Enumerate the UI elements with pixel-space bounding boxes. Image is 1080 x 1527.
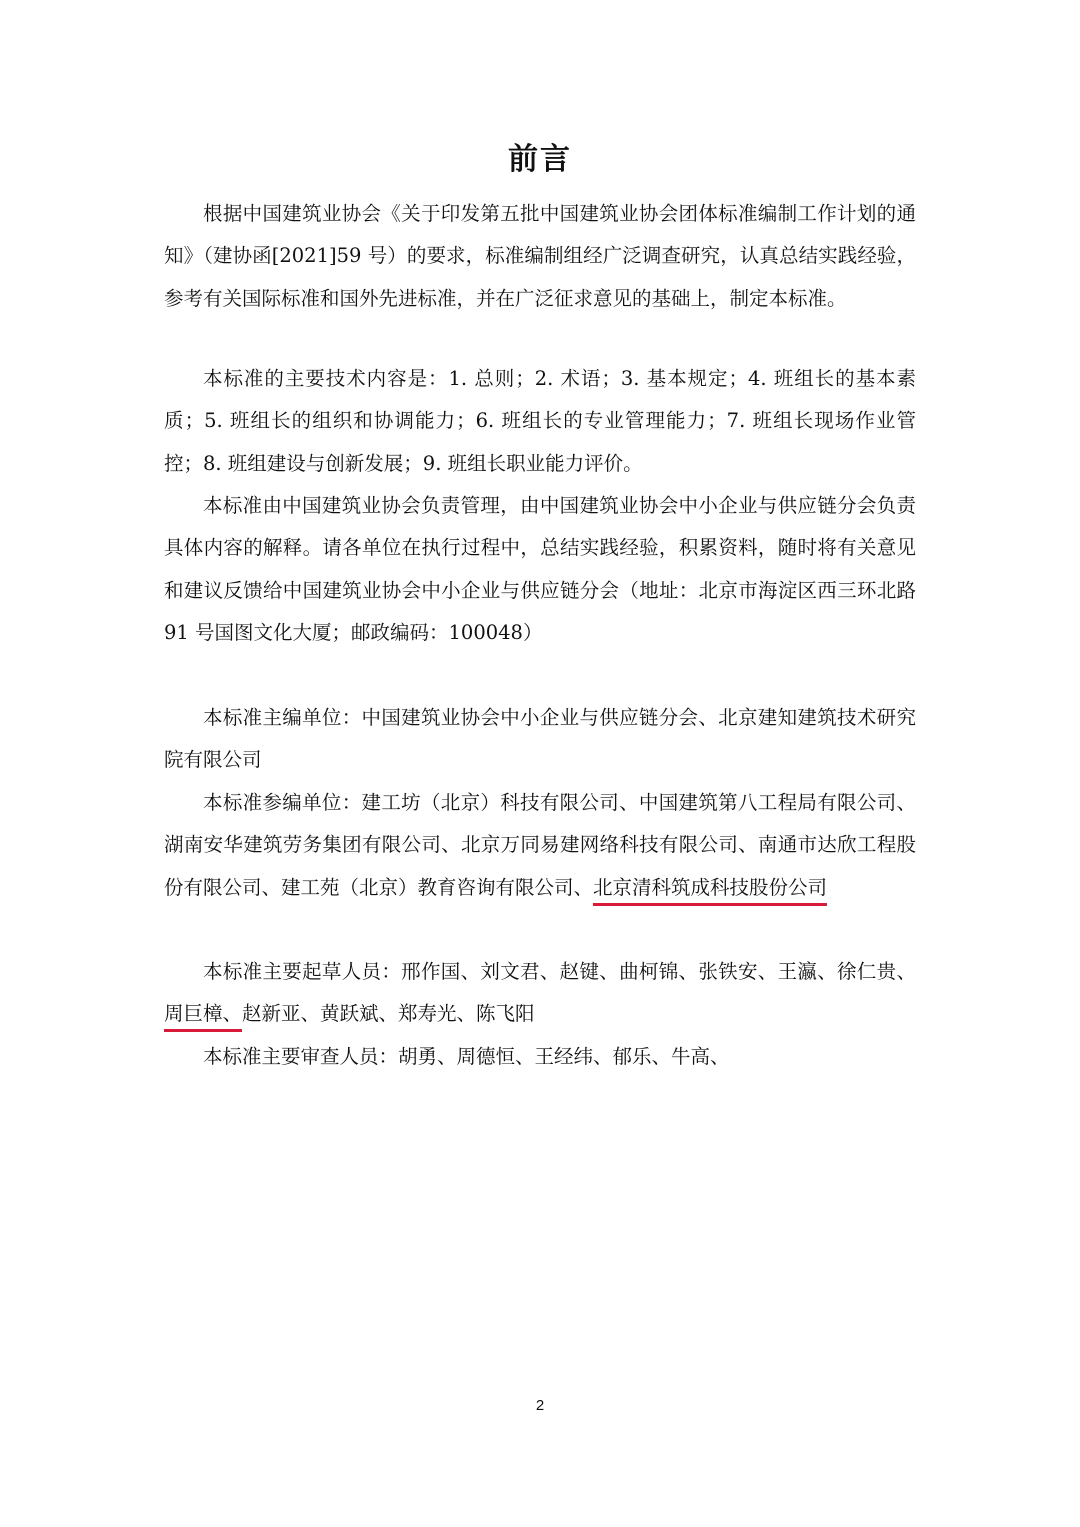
paragraph-reviewers: 本标准主要审查人员：胡勇、周德恒、王经纬、郁乐、牛高、: [203, 1045, 730, 1068]
paragraph-main-content: 本标准的主要技术内容是：1. 总则；2. 术语；3. 基本规定；4. 班组长的基本素质；5. 班组长的组织和协调能力；6. 班组长的专业管理能力；7. 班组长现场作业管控；8. 班组建设与创新发展；9. 班组长职业能力评价。: [164, 367, 916, 475]
underlined-drafter: 周巨樟、: [164, 1002, 242, 1032]
paragraph-participating-units: [164, 782, 916, 909]
page-title: 前言: [508, 142, 572, 177]
underlined-company: 北京清科筑成科技股份公司: [593, 876, 827, 906]
paragraph-management: 本标准由中国建筑业协会负责管理，由中国建筑业协会中小企业与供应链分会负责具体内容的解释。请各单位在执行过程中，总结实践经验，积累资料，随时将有关意见和建议反馈给中国建筑业协会中小企业与供应链分会（地址：北京市海淀区西三环北路 91 号国图文化大厦；邮政编码：100048）: [164, 494, 916, 644]
page-number: 2: [535, 1397, 545, 1414]
paragraph-chief-editor: 本标准主编单位：中国建筑业协会中小企业与供应链分会、北京建知建筑技术研究院有限公司: [164, 706, 916, 772]
participating-units-text: 本标准参编单位：建工坊（北京）科技有限公司、中国建筑第八工程局有限公司、湖南安华建筑劳务集团有限公司、北京万同易建网络科技有限公司、南通市达欣工程股份有限公司、建工苑（北京）教育咨询有限公司、: [164, 791, 916, 899]
paragraph-drafters: [164, 951, 916, 1036]
paragraph-basis: 根据中国建筑业协会《关于印发第五批中国建筑业协会团体标准编制工作计划的通知》（建协函[2021]59 号）的要求，标准编制组经广泛调查研究，认真总结实践经验，参考有关国际标准和国外先进标准，并在广泛征求意见的基础上，制定本标准。: [164, 202, 916, 310]
drafters-text-rest: 赵新亚、黄跃斌、郑寿光、陈飞阳: [242, 1002, 535, 1026]
drafters-text: 本标准主要起草人员：邢作国、刘文君、赵键、曲柯锦、张铁安、王瀛、徐仁贵、: [203, 960, 916, 983]
